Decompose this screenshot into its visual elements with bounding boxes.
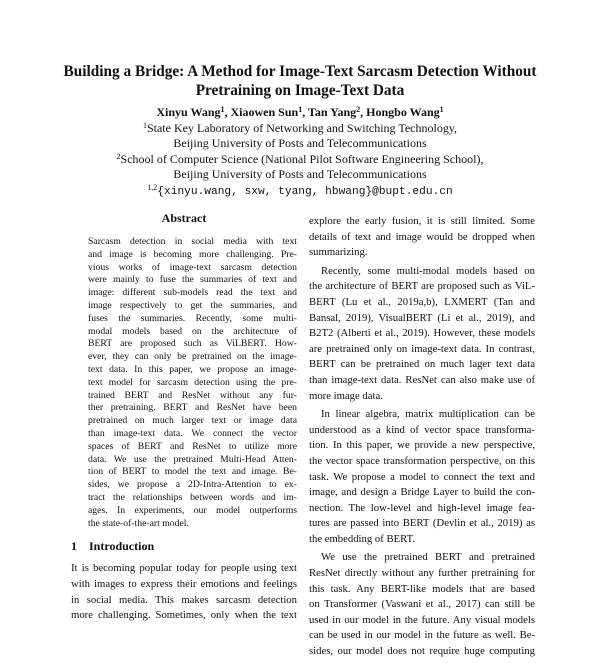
text-line: the vector space transformation perspective, on this bbox=[309, 454, 535, 467]
text-line: image: different sub-models read the text and bbox=[88, 287, 297, 299]
text-line: with images to express their emotions and feelings bbox=[71, 577, 297, 590]
text-line: were mainly to fuse the summaries of text and bbox=[88, 274, 297, 286]
author-names: Xinyu Wang$^1$, Xiaowen Sun$^1$, Tan Yang$^2$, Hongbo Wang$^1$ bbox=[156, 105, 444, 119]
paragraph bbox=[309, 214, 535, 261]
text-line: ages. In experiments, our model outperforms bbox=[88, 504, 297, 516]
text-line: in social media. This makes sarcasm detection bbox=[71, 593, 297, 606]
section-title: Introduction bbox=[89, 539, 155, 554]
text-line: than image-text data. ResNet can also make use of bbox=[309, 373, 535, 386]
text-line: can be used in our model in the future as well. Be- bbox=[309, 629, 535, 642]
paragraph bbox=[309, 407, 535, 547]
text-line: We use the pretrained BERT and pretrained bbox=[321, 551, 535, 564]
text-line: the architecture of BERT are proposed such as ViL- bbox=[309, 280, 535, 293]
text-line: than image-text data. We connect the vector bbox=[88, 427, 297, 439]
text-line: data. We use the pretrained Multi-Head Atten- bbox=[88, 453, 297, 465]
text-line: task. We propose a model to connect the text and bbox=[309, 470, 535, 483]
text-line: vious works of image-text sarcasm detection bbox=[88, 261, 297, 273]
author-block bbox=[60, 105, 540, 201]
text-line: ever, they can only be pretrained on the image- bbox=[88, 351, 297, 363]
text-line: the embedding of BERT. bbox=[309, 532, 416, 545]
text-line: pretrained on much larger text or image data bbox=[88, 415, 297, 427]
text-line: tures are passed into BERT (Devlin et al., 2019) as bbox=[309, 517, 535, 530]
text-line: tion. In this paper, we provide a new perspective, bbox=[309, 439, 535, 452]
abstract-heading: Abstract bbox=[161, 211, 207, 225]
text-line: In linear algebra, matrix multiplication can be bbox=[321, 408, 535, 421]
affiliation-2: $^2$School of Computer Science (National Pilot Software Engineering School), bbox=[116, 151, 484, 166]
paper-title bbox=[60, 62, 540, 100]
text-line: nection. The low-level and high-level image fea- bbox=[309, 501, 535, 514]
text-line: summarizing. bbox=[309, 246, 368, 259]
text-line: BERT can be pretrained on much lager text data bbox=[309, 358, 535, 371]
text-line: modal models based on the architecture of bbox=[88, 325, 297, 337]
text-line: tion of BERT to model the text and image. Be- bbox=[88, 466, 297, 478]
text-line: Recently, some multi-modal models based on bbox=[321, 264, 535, 277]
text-line: and image is becoming more challenging. Pre- bbox=[88, 248, 297, 260]
text-line: spaces of BERT and ResNet to utilize more bbox=[88, 440, 297, 452]
text-line: trained BERT and ResNet without any fur- bbox=[88, 389, 297, 401]
text-line: fuses the summaries. Recently, some multi- bbox=[88, 312, 297, 324]
affiliation-1: $^1$State Key Laboratory of Networking and Switching Technology, bbox=[142, 120, 458, 135]
title-line: Pretraining on Image-Text Data bbox=[195, 82, 405, 99]
left-column bbox=[71, 211, 297, 624]
text-line: more challenging. Sometimes, only when the text bbox=[71, 609, 297, 622]
text-line: B2T2 (Alberti et al., 2019). However, these models bbox=[309, 327, 535, 340]
text-line: text model for sarcasm detection using the pre- bbox=[88, 376, 297, 388]
text-line: image, and design a Bridge Layer to build the con- bbox=[309, 486, 535, 499]
text-line: this task. Any BERT-like models that are based bbox=[309, 582, 535, 595]
title-line: Building a Bridge: A Method for Image-Text Sarcasm Detection Without bbox=[63, 63, 537, 80]
text-line: text data. In this paper, we propose an image- bbox=[88, 363, 297, 375]
paragraph bbox=[309, 550, 535, 659]
text-line: BERT (Lu et al., 2019a,b), LXMERT (Tan and bbox=[309, 295, 535, 308]
text-line: Bansal, 2019), VisualBERT (Li et al., 2019), and bbox=[309, 311, 535, 324]
text-line: sides, we propose a 2D-Intra-Attention to ex- bbox=[88, 479, 297, 491]
section-number: 1 bbox=[71, 539, 77, 554]
text-line: more image data. bbox=[309, 389, 383, 402]
text-line: ResNet directly without any further pretraining for bbox=[309, 567, 535, 580]
abstract-text bbox=[71, 236, 297, 530]
text-line: used in our model in the future. Any visual models bbox=[309, 613, 535, 626]
text-line: understood as a kind of vector space transforma- bbox=[309, 423, 535, 436]
text-line: ther pretraining. BERT and ResNet have been bbox=[88, 402, 297, 414]
text-line: image respectively to get the summaries, and bbox=[88, 299, 297, 311]
section-heading-introduction bbox=[71, 539, 297, 554]
text-line: It is becoming popular today for people using text bbox=[71, 562, 297, 575]
introduction-text bbox=[71, 561, 297, 623]
text-line: Sarcasm detection in social media with text bbox=[88, 236, 297, 247]
affiliation-2-univ: Beijing University of Posts and Telecommunications bbox=[173, 167, 427, 182]
text-line: sides, our model does not require huge computing bbox=[309, 645, 535, 658]
text-line: details of text and image would be dropped when bbox=[309, 230, 535, 243]
affiliation-1-univ: Beijing University of Posts and Telecommunications bbox=[173, 136, 427, 151]
paragraph bbox=[309, 264, 535, 404]
right-column bbox=[309, 214, 535, 663]
text-line: the state-of-the-art model. bbox=[88, 517, 189, 529]
text-line: BERT are proposed such as ViLBERT. How- bbox=[88, 338, 297, 350]
text-line: explore the early fusion, it is still limited. Some bbox=[309, 215, 535, 227]
text-line: tract the relationships between words and im- bbox=[88, 491, 297, 503]
author-emails: $^{1,2}${xinyu.wang, sxw, tyang, hbwang}@bupt.edu.cn bbox=[147, 182, 453, 198]
text-line: are pretrained only on image-text data. In contrast, bbox=[309, 342, 535, 355]
text-line: on Transformer (Vaswani et al., 2017) can still be bbox=[309, 598, 535, 611]
